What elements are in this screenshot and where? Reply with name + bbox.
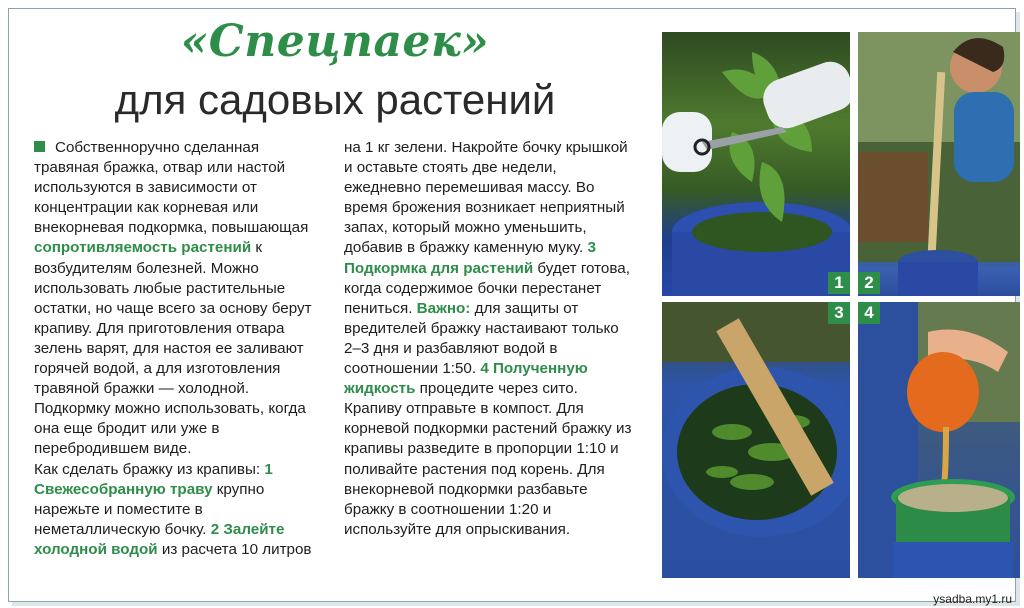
photo-number-3: 3	[828, 302, 850, 324]
paragraph-text: к возбудителям болезней. Можно использовать любые растительные остатки, но чаще всего за основу берут крапиву. Для приготовления отвара зелень варят, для настоя ее заливают горячей водой, а для изготовления травяной бражки — холодной. Подкормку можно использовать, когда она еще бродит или уже в перебродившем виде.	[34, 239, 312, 458]
text-column-1	[34, 138, 326, 560]
step-4-label: 4 Полученную жидкость	[344, 360, 588, 398]
photo-nettle-in-water	[662, 302, 850, 578]
paragraph-text: из расчета 10 литров	[157, 540, 312, 558]
step-1-label: 1 Свежесобранную траву	[34, 460, 273, 498]
photo-number-1: 1	[828, 272, 850, 294]
bullet-icon	[34, 141, 45, 152]
paragraph-text: Как сделать бражку из крапивы:	[34, 460, 265, 478]
step-3-label: 3 Подкормка для растений	[344, 239, 596, 277]
photo-cutting-nettle	[662, 32, 850, 296]
important-label: Важно:	[416, 299, 471, 317]
paragraph-text: на 1 кг зелени. Накройте бочку крышкой и оставьте стоять две недели, ежедневно перемешивая массу. Во время брожения возникает неприятный запах, который можно уменьшить, добавив в бражку каменную муку.	[344, 139, 628, 257]
article-title: «Спецпаек»	[180, 16, 490, 67]
step-2-label: 2 Залейте холодной водой	[34, 520, 285, 558]
paragraph-text: процедите через сито. Крапиву отправьте в компост. Для корневой подкормки растений бражку из крапивы разведите в пропорции 1:10 и поливайте растения под корень. Для внекорневой подкормки разбавьте бражку в соотношении 1:20 и используйте для опрыскивания.	[344, 380, 632, 538]
photo-filling-barrel	[858, 32, 1020, 296]
text-column-2	[344, 138, 638, 540]
paragraph-text: крупно нарежьте и поместите в неметаллическую бочку.	[34, 480, 265, 538]
photo-straining-liquid	[858, 302, 1020, 578]
paragraph-text: Собственноручно сделанная травяная бражка, отвар или настой используются в зависимости от концентрации как корневая или внекорневая подкормка, повышающая	[34, 139, 309, 237]
photo-number-2: 2	[858, 272, 880, 294]
highlight-text: сопротивляемость растений	[34, 239, 252, 257]
paragraph-text: для защиты от вредителей бражку настаивают только 2–3 дня и разбавляют водой в соотношении 1:50.	[344, 299, 619, 378]
paragraph-text: будет готова, когда содержимое бочки перестанет пениться.	[344, 259, 630, 317]
photo-number-4: 4	[858, 302, 880, 324]
watermark: ysadba.my1.ru	[933, 592, 1012, 606]
article-subtitle: для садовых растений	[114, 76, 556, 123]
